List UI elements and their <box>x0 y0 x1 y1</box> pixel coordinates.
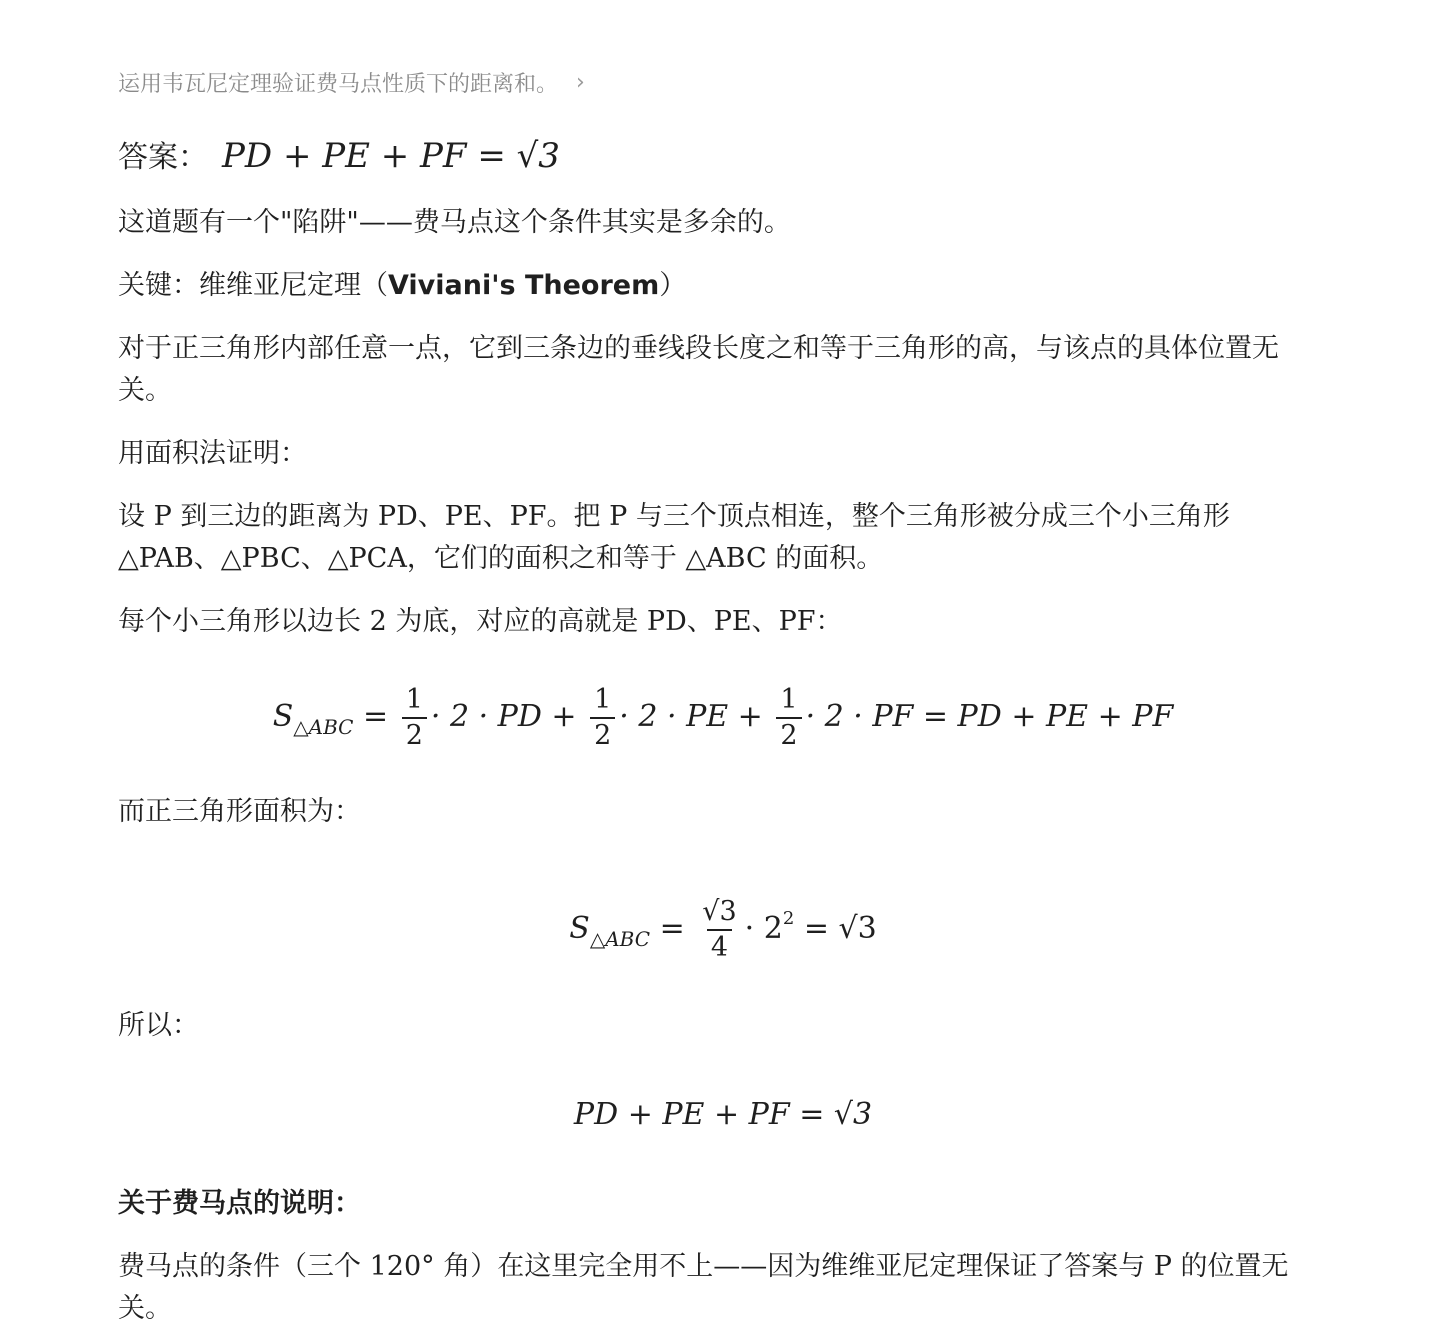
answer-heading <box>118 132 1328 188</box>
question-text: 运用韦瓦尼定理验证费马点性质下的距离和。 <box>118 71 559 97</box>
eq1-half-1: $\frac{1}{2}$ <box>402 683 427 753</box>
area-sum-equation: $S_{\triangle ABC}$ = $\frac{1}{2}$ · 2 · PD + $\frac{1}{2}$ · 2 · PE + $\frac{1}{2}$ · 2 · PF = PD + PE + PF <box>272 684 1174 751</box>
equilateral-area-equation: $S_{\triangle ABC}$ = $\frac{√3}{4}$ · $2^2 = √3$ <box>569 896 877 963</box>
area-proof-heading: 用面积法证明： <box>118 438 307 469</box>
eq1-lhs-sub: △ABC <box>293 715 354 739</box>
eq1-term-2: · 2 · PE + <box>619 699 763 734</box>
chevron-right-icon: › <box>576 69 585 95</box>
eq2-lhs: S <box>569 911 590 946</box>
eq2-fraction: $\frac{√3}{4}$ <box>702 896 737 963</box>
key-theorem-name: Viviani's Theorem <box>388 270 660 301</box>
eq2-result: = √3 <box>803 911 877 946</box>
eq1-term-1: · 2 · PD + <box>430 699 577 734</box>
base-height-paragraph: 每个小三角形以边长 2 为底，对应的高就是 PD、PE、PF： <box>118 606 843 637</box>
equilateral-area-paragraph: 而正三角形面积为： <box>118 796 361 827</box>
setup-paragraph: 设 P 到三边的距离为 PD、PE、PF。把 P 与三个顶点相连，整个三角形被分成三个小三角形 △PAB、△PBC、△PCA，它们的面积之和等于 △ABC 的面积。 <box>118 501 1230 574</box>
key-paragraph <box>118 265 1328 307</box>
key-close: ） <box>659 270 687 301</box>
therefore-paragraph: 所以： <box>118 1010 199 1041</box>
answer-label: 答案： <box>118 140 208 175</box>
theorem-paragraph: 对于正三角形内部任意一点，它到三条边的垂线段长度之和等于三角形的高，与该点的具体位置无关。 <box>118 333 1279 406</box>
eq1-term-3: · 2 · PF = PD + PE + PF <box>805 699 1174 734</box>
eq2-rest: · 2 <box>744 911 783 946</box>
fermat-note-paragraph: 费马点的条件（三个 120° 角）在这里完全用不上——因为维维亚尼定理保证了答案与 P 的位置无关。 <box>118 1251 1289 1324</box>
chat-response <box>118 60 1328 1330</box>
key-label: 关键：维维亚尼定理（ <box>118 270 388 301</box>
eq2-exponent: 2 <box>782 908 795 929</box>
user-question-link[interactable] <box>118 60 1328 104</box>
trap-paragraph: 这道题有一个"陷阱"——费马点这个条件其实是多余的。 <box>118 207 791 238</box>
conclusion-equation: PD + PE + PF = √3 <box>573 1097 873 1132</box>
eq1-half-3: $\frac{1}{2}$ <box>776 683 801 753</box>
eq1-half-2: $\frac{1}{2}$ <box>590 683 615 753</box>
fermat-heading: 关于费马点的说明： <box>118 1188 361 1219</box>
answer-expression: PD + PE + PF = √3 <box>222 136 560 176</box>
eq2-lhs-sub: △ABC <box>589 927 651 951</box>
eq1-lhs: S <box>272 699 294 734</box>
